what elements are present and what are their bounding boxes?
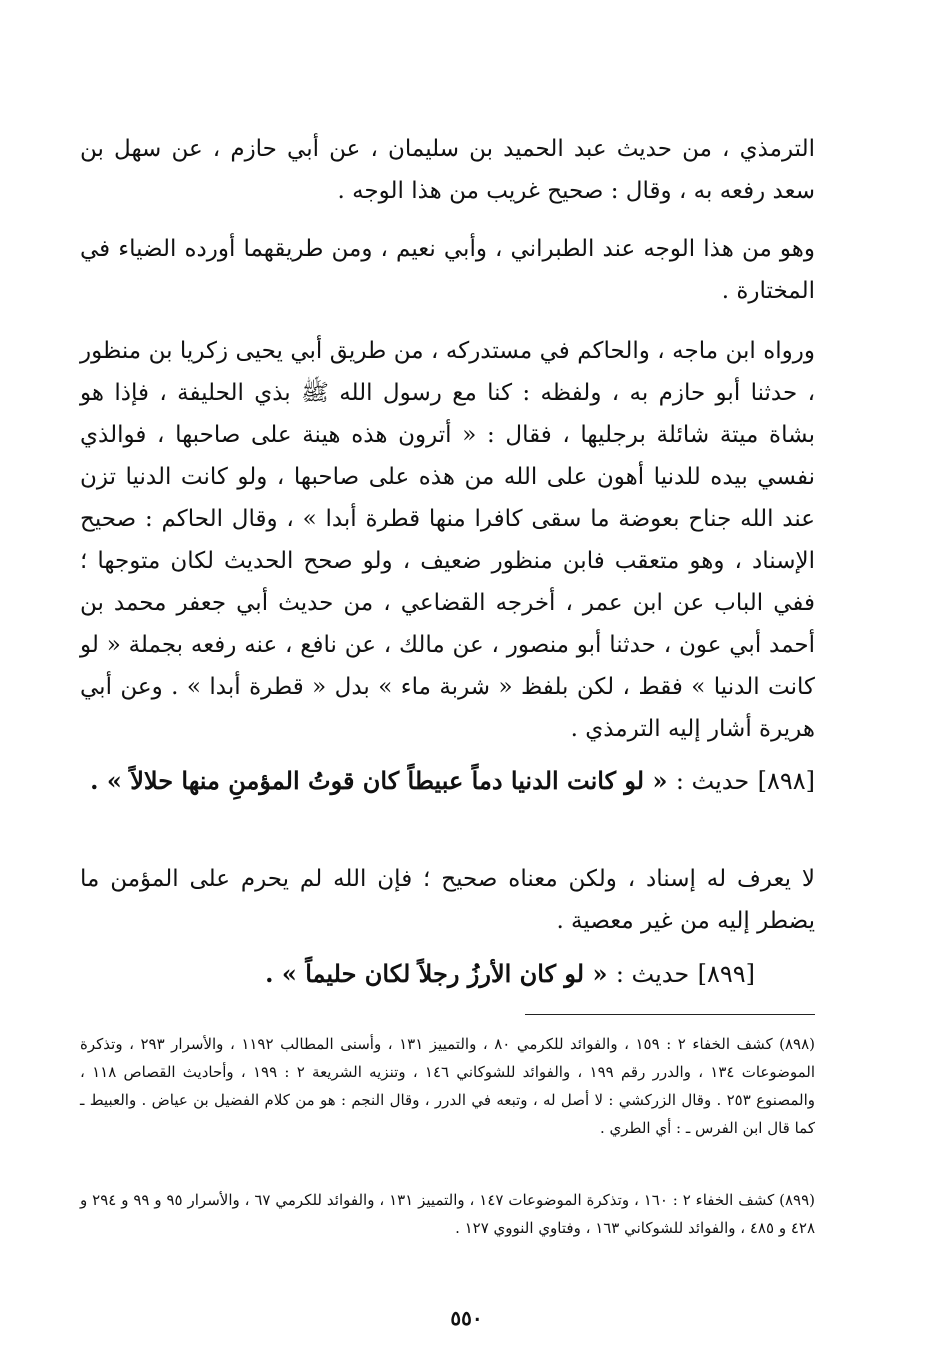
hadith-number: [٨٩٨] [757, 767, 815, 795]
hadith-number: [٨٩٩] [697, 960, 755, 988]
hadith-898-heading [80, 760, 815, 802]
paragraph-tabarani: وهو من هذا الوجه عند الطبراني ، وأبي نعيم ، ومن طريقهما أورده الضياء في المختارة . [80, 236, 815, 304]
hadith-keyword: حديث : [615, 960, 690, 988]
footnote-898: (٨٩٨) كشف الخفاء ٢ : ١٥٩ ، والفوائد للكرمي ٨٠ ، والتمييز ١٣١ ، وأسنى المطالب ١١٩٢ ، والأسرار ٢٩٣ ، وتذكرة الموضوعات ١٣٤ ، والدرر رقم ١٩٩ ، والفوائد للشوكاني ١٤٦ ، وتنزيه الشريعة ٢ : ١٩٩ ، وأحاديث القصاص ١١٨ ، والمصنوع ٢٥٣ . وقال الزركشي : لا أصل له ، وتبعه في الدرر ، وقال النجم : هو من كلام الفضيل بن عياض . والعبيط ـ كما قال ابن الفرس ـ : أي الطري . [80, 1035, 816, 1137]
hadith-text: « لو كان الأرزُ رجلاً لكان حليماً » . [265, 959, 608, 988]
hadith-keyword: حديث : [675, 767, 750, 795]
footnote-separator [525, 1014, 815, 1015]
hadith-899-heading [80, 953, 755, 995]
page-number: ٥٥٠ [450, 1306, 483, 1330]
hadith-text: « لو كانت الدنيا دماً عبيطاً كان قوتُ المؤمنِ منها حلالاً » . [90, 766, 668, 795]
paragraph-tirmidhi: الترمذي ، من حديث عبد الحميد بن سليمان ، عن أبي حازم ، عن سهل بن سعد رفعه به ، وقال : صحيح غريب من هذا الوجه . [80, 136, 815, 204]
paragraph-no-isnad: لا يعرف له إسناد ، ولكن معناه صحيح ؛ فإن الله لم يحرم على المؤمن ما يضطر إليه من غير معصية . [80, 866, 815, 934]
paragraph-ibn-majah: ورواه ابن ماجه ، والحاكم في مستدركه ، من طريق أبي يحيى زكريا بن منظور ، حدثنا أبو حازم به ، ولفظه : كنا مع رسول الله ﷺ بذي الحليفة ، فإذا هو بشاة ميتة شائلة برجليها ، فقال : « أترون هذه هينة على صاحبها ، فوالذي نفسي بيده للدنيا أهون على الله من هذه على صاحبها ، ولو كانت الدنيا تزن عند الله جناح بعوضة ما سقى كافرا منها قطرة أبدا » ، وقال الحاكم : صحيح الإسناد ، وهو متعقب فابن منظور ضعيف ، ولو صحح الحديث لكان متوجها ؛ ففي الباب عن ابن عمر ، أخرجه القضاعي ، من حديث أبي جعفر محمد بن أحمد أبي عون ، حدثنا أبو منصور ، عن مالك ، عن نافع ، عنه رفعه بجملة « لو كانت الدنيا » فقط ، لكن بلفظ « شربة ماء » بدل « قطرة أبدا » . وعن أبي هريرة أشار إليه الترمذي . [80, 338, 816, 742]
footnote-899: (٨٩٩) كشف الخفاء ٢ : ١٦٠ ، وتذكرة الموضوعات ١٤٧ ، والتمييز ١٣١ ، والفوائد للكرمي ٦٧ ، والأسرار ٩٥ و ٩٩ و ٢٩٤ و ٤٢٨ و ٤٨٥ ، والفوائد للشوكاني ١٦٣ ، وفتاوي النووي ١٢٧ . [80, 1191, 816, 1237]
